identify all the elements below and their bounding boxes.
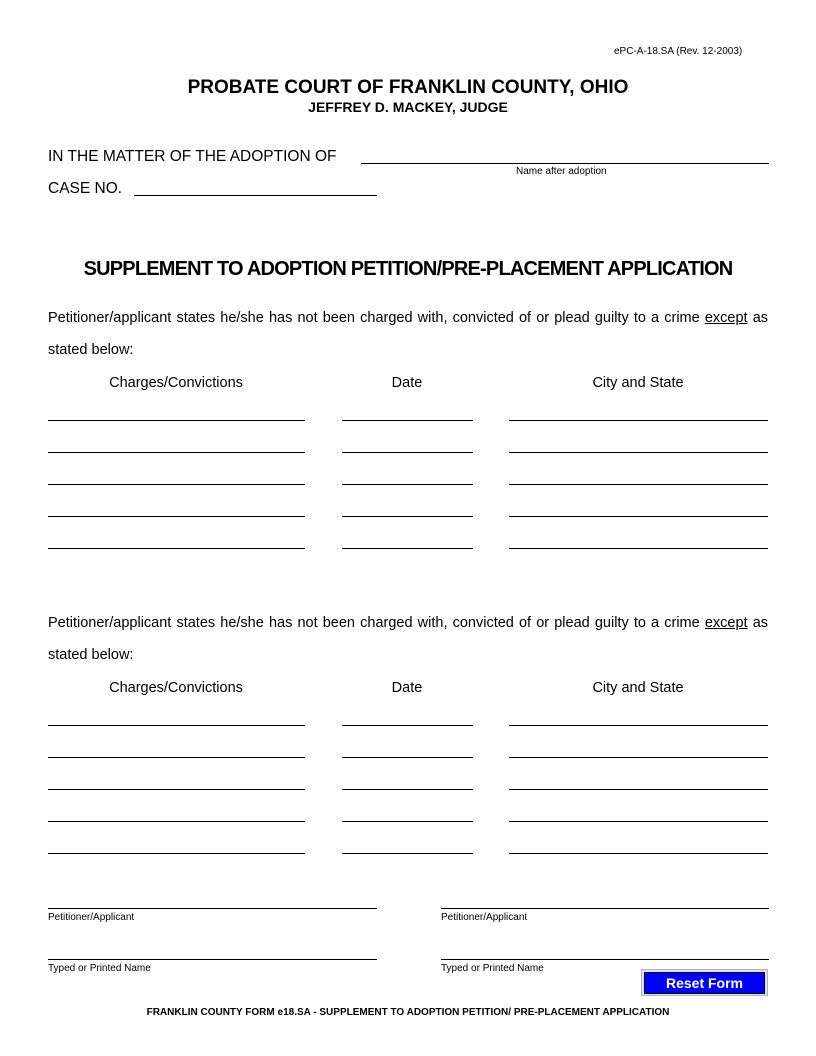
- matter-label: IN THE MATTER OF THE ADOPTION OF: [48, 148, 337, 165]
- entry-field[interactable]: [48, 468, 305, 485]
- case-number-input[interactable]: [134, 179, 377, 196]
- entry-field[interactable]: [509, 805, 768, 822]
- entry-field[interactable]: [48, 709, 305, 726]
- entry-field[interactable]: [48, 741, 305, 758]
- form-title: SUPPLEMENT TO ADOPTION PETITION/PRE-PLACEMENT APPLICATION: [83, 258, 733, 280]
- entry-field[interactable]: [509, 468, 768, 485]
- column-header: Date: [391, 375, 423, 391]
- name-hint: Name after adoption: [516, 166, 607, 177]
- reset-form-button[interactable]: [641, 969, 768, 996]
- printed-name-label: Typed or Printed Name: [48, 963, 151, 974]
- column-header: City and State: [592, 680, 684, 696]
- entry-field[interactable]: [342, 837, 473, 854]
- entry-field[interactable]: [342, 741, 473, 758]
- entry-field[interactable]: [48, 436, 305, 453]
- entry-field[interactable]: [48, 404, 305, 421]
- entry-field[interactable]: [509, 404, 768, 421]
- entry-field[interactable]: [509, 741, 768, 758]
- signature-label: Petitioner/Applicant: [441, 912, 528, 923]
- column-header: City and State: [592, 375, 684, 391]
- form-id: ePC-A-18.SA (Rev. 12-2003): [614, 46, 743, 57]
- signature-label: Petitioner/Applicant: [48, 912, 135, 923]
- entry-field[interactable]: [342, 709, 473, 726]
- entry-field[interactable]: [509, 773, 768, 790]
- statement-text: Petitioner/applicant states he/she has not been charged with, convicted of or plead guilty to a crime except as: [48, 310, 769, 326]
- entry-field[interactable]: [509, 436, 768, 453]
- statement-text-continued: stated below:: [48, 647, 134, 663]
- entry-field[interactable]: [342, 436, 473, 453]
- entry-field[interactable]: [342, 468, 473, 485]
- adoptee-name-input[interactable]: [361, 147, 769, 164]
- statement-text-continued: stated below:: [48, 342, 134, 358]
- entry-field[interactable]: [342, 805, 473, 822]
- entry-field[interactable]: [509, 500, 768, 517]
- entry-field[interactable]: [342, 404, 473, 421]
- printed-name-label: Typed or Printed Name: [441, 963, 544, 974]
- entry-field[interactable]: [48, 805, 305, 822]
- entry-field[interactable]: [48, 532, 305, 549]
- entry-field[interactable]: [48, 837, 305, 854]
- entry-field[interactable]: [48, 500, 305, 517]
- entry-field[interactable]: [342, 500, 473, 517]
- statement-text: Petitioner/applicant states he/she has not been charged with, convicted of or plead guilty to a crime except as: [48, 615, 769, 631]
- entry-field[interactable]: [342, 773, 473, 790]
- judge-name: JEFFREY D. MACKEY, JUDGE: [308, 99, 508, 115]
- entry-field[interactable]: [48, 773, 305, 790]
- column-header: Charges/Convictions: [109, 375, 243, 391]
- column-header: Charges/Convictions: [109, 680, 243, 696]
- entry-field[interactable]: [342, 532, 473, 549]
- case-label: CASE NO.: [48, 180, 123, 197]
- column-header: Date: [391, 680, 423, 696]
- court-name: PROBATE COURT OF FRANKLIN COUNTY, OHIO: [187, 77, 629, 98]
- reset-form-label: Reset Form: [644, 972, 765, 994]
- entry-field[interactable]: [509, 837, 768, 854]
- footer: FRANKLIN COUNTY FORM e18.SA - SUPPLEMENT TO ADOPTION PETITION/ PRE-PLACEMENT APPLICATION: [146, 1007, 670, 1018]
- entry-field[interactable]: [509, 709, 768, 726]
- entry-field[interactable]: [509, 532, 768, 549]
